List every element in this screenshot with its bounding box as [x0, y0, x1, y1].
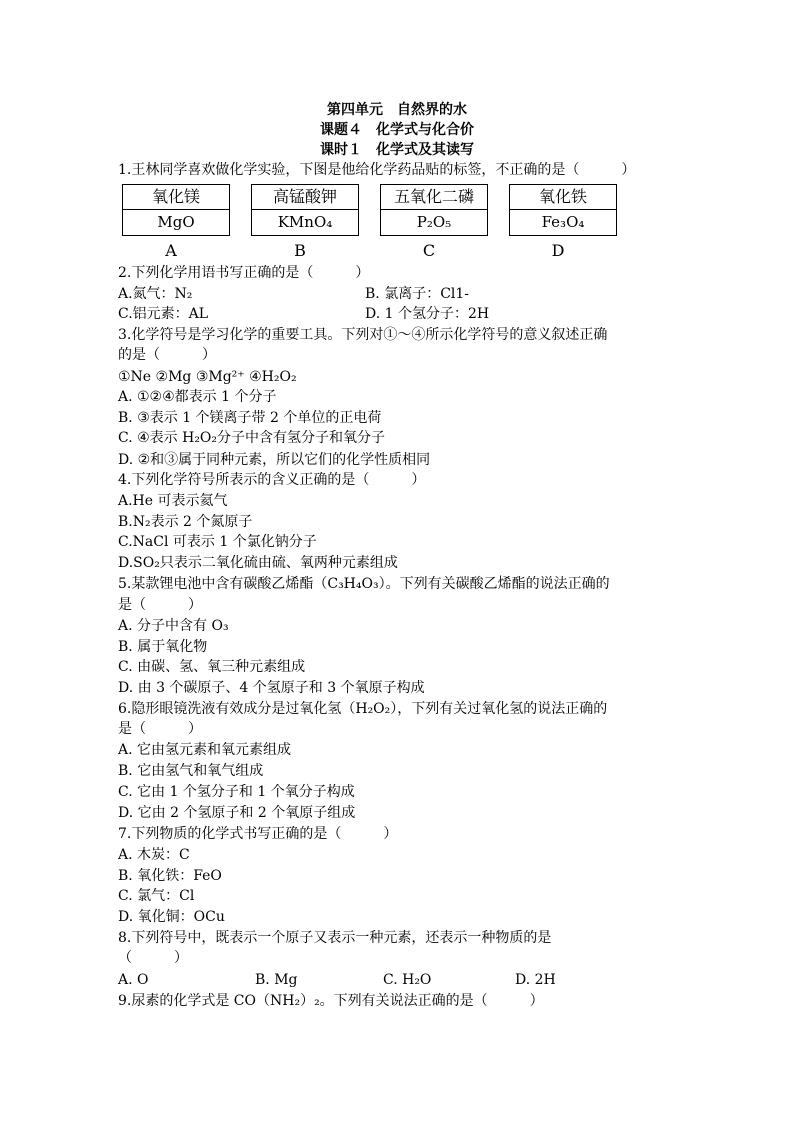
- reagent-formula: P₂O₅: [416, 213, 452, 231]
- option-7a: A. 木炭：C: [118, 847, 190, 863]
- option-8b: B. Mg: [255, 972, 298, 988]
- reagent-name: 氧化铁: [510, 185, 616, 210]
- option-letter-c: C: [422, 241, 436, 260]
- option-4c: C.NaCl 可表示 1 个氯化钠分子: [118, 534, 317, 550]
- option-4b: B.N₂表示 2 个氮原子: [118, 514, 253, 530]
- question-5-cont: 是（ ）: [118, 597, 202, 613]
- option-8a: A. O: [118, 972, 149, 988]
- question-6-cont: 是（ ）: [118, 721, 202, 737]
- option-7c: C. 氯气：Cl: [118, 888, 195, 904]
- option-7d: D. 氧化铜：OCu: [118, 909, 225, 925]
- unit-title: 第四单元 自然界的水: [327, 102, 467, 118]
- question-5: 5.某款锂电池中含有碳酸乙烯酯（C₃H₄O₃）。下列有关碳酸乙烯酯的说法正确的: [118, 576, 610, 592]
- option-6c: C. 它由 1 个氢分子和 1 个氧分子构成: [118, 784, 355, 800]
- option-2c: C.铝元素：AL: [118, 306, 209, 322]
- question-3-cont: 的是（ ）: [118, 347, 216, 363]
- option-4d: D.SO₂只表示二氧化硫由硫、氧两种元素组成: [118, 555, 398, 571]
- option-letter-a: A: [165, 241, 177, 260]
- option-5b: B. 属于氧化物: [118, 639, 208, 655]
- reagent-name: 高锰酸钾: [252, 185, 358, 210]
- option-6b: B. 它由氢气和氧气组成: [118, 763, 264, 779]
- option-6a: A. 它由氢元素和氧元素组成: [118, 742, 292, 758]
- option-8c: C. H₂O: [383, 972, 432, 988]
- option-2b: B. 氯离子：Cl1-: [365, 286, 470, 302]
- option-2d: D. 1 个氢分子：2H: [365, 306, 490, 322]
- question-4: 4.下列化学符号所表示的含义正确的是（ ）: [118, 472, 426, 488]
- option-2a: A.氮气：N₂: [118, 286, 193, 302]
- option-5c: C. 由碳、氢、氧三种元素组成: [118, 659, 306, 675]
- reagent-name: 五氧化二磷: [381, 185, 487, 210]
- reagent-label-d: [509, 184, 617, 236]
- option-letter-b: B: [294, 241, 306, 260]
- reagent-label-c: [380, 184, 488, 236]
- option-5d: D. 由 3 个碳原子、4 个氢原子和 3 个氧原子构成: [118, 680, 425, 696]
- question-3: 3.化学符号是学习化学的重要工具。下列对①～④所示化学符号的意义叙述正确: [118, 327, 608, 343]
- reagent-labels: [122, 184, 617, 236]
- lesson-title: 课题４ 化学式与化合价: [320, 122, 474, 138]
- question-1: 1.王林同学喜欢做化学实验，下图是他给化学药品贴的标签，不正确的是（ ）: [118, 162, 636, 178]
- option-3a: A. ①②④都表示 1 个分子: [118, 389, 277, 405]
- option-4a: A.He 可表示氦气: [118, 493, 228, 509]
- option-7b: B. 氧化铁：FeO: [118, 868, 222, 884]
- option-3c: C. ④表示 H₂O₂分子中含有氢分子和氧分子: [118, 430, 386, 446]
- question-3-symbols: ①Ne ②Mg ③Mg²⁺ ④H₂O₂: [118, 369, 297, 385]
- option-3d: D. ②和③属于同种元素，所以它们的化学性质相同: [118, 452, 431, 468]
- question-8-cont: （ ）: [118, 950, 188, 966]
- section-title: 课时１ 化学式及其读写: [320, 142, 474, 158]
- option-8d: D. 2H: [515, 972, 556, 988]
- reagent-formula: MgO: [157, 213, 195, 231]
- option-5a: A. 分子中含有 O₃: [118, 618, 229, 634]
- option-3b: B. ③表示 1 个镁离子带 2 个单位的正电荷: [118, 410, 382, 426]
- reagent-formula: KMnO₄: [277, 213, 333, 231]
- reagent-name: 氧化镁: [123, 185, 229, 210]
- question-8: 8.下列符号中，既表示一个原子又表示一种元素，还表示一种物质的是: [118, 930, 552, 946]
- reagent-label-a: [122, 184, 230, 236]
- option-6d: D. 它由 2 个氢原子和 2 个氧原子组成: [118, 805, 356, 821]
- option-letter-d: D: [551, 241, 565, 260]
- reagent-label-b: [251, 184, 359, 236]
- question-7: 7.下列物质的化学式书写正确的是（ ）: [118, 826, 398, 842]
- question-6: 6.隐形眼镜洗液有效成分是过氧化氢（H₂O₂），下列有关过氧化氢的说法正确的: [118, 701, 608, 717]
- question-9: 9.尿素的化学式是 CO（NH₂）₂。下列有关说法正确的是（ ）: [118, 993, 544, 1009]
- reagent-formula: Fe₃O₄: [541, 213, 585, 231]
- question-2: 2.下列化学用语书写正确的是（ ）: [118, 265, 370, 281]
